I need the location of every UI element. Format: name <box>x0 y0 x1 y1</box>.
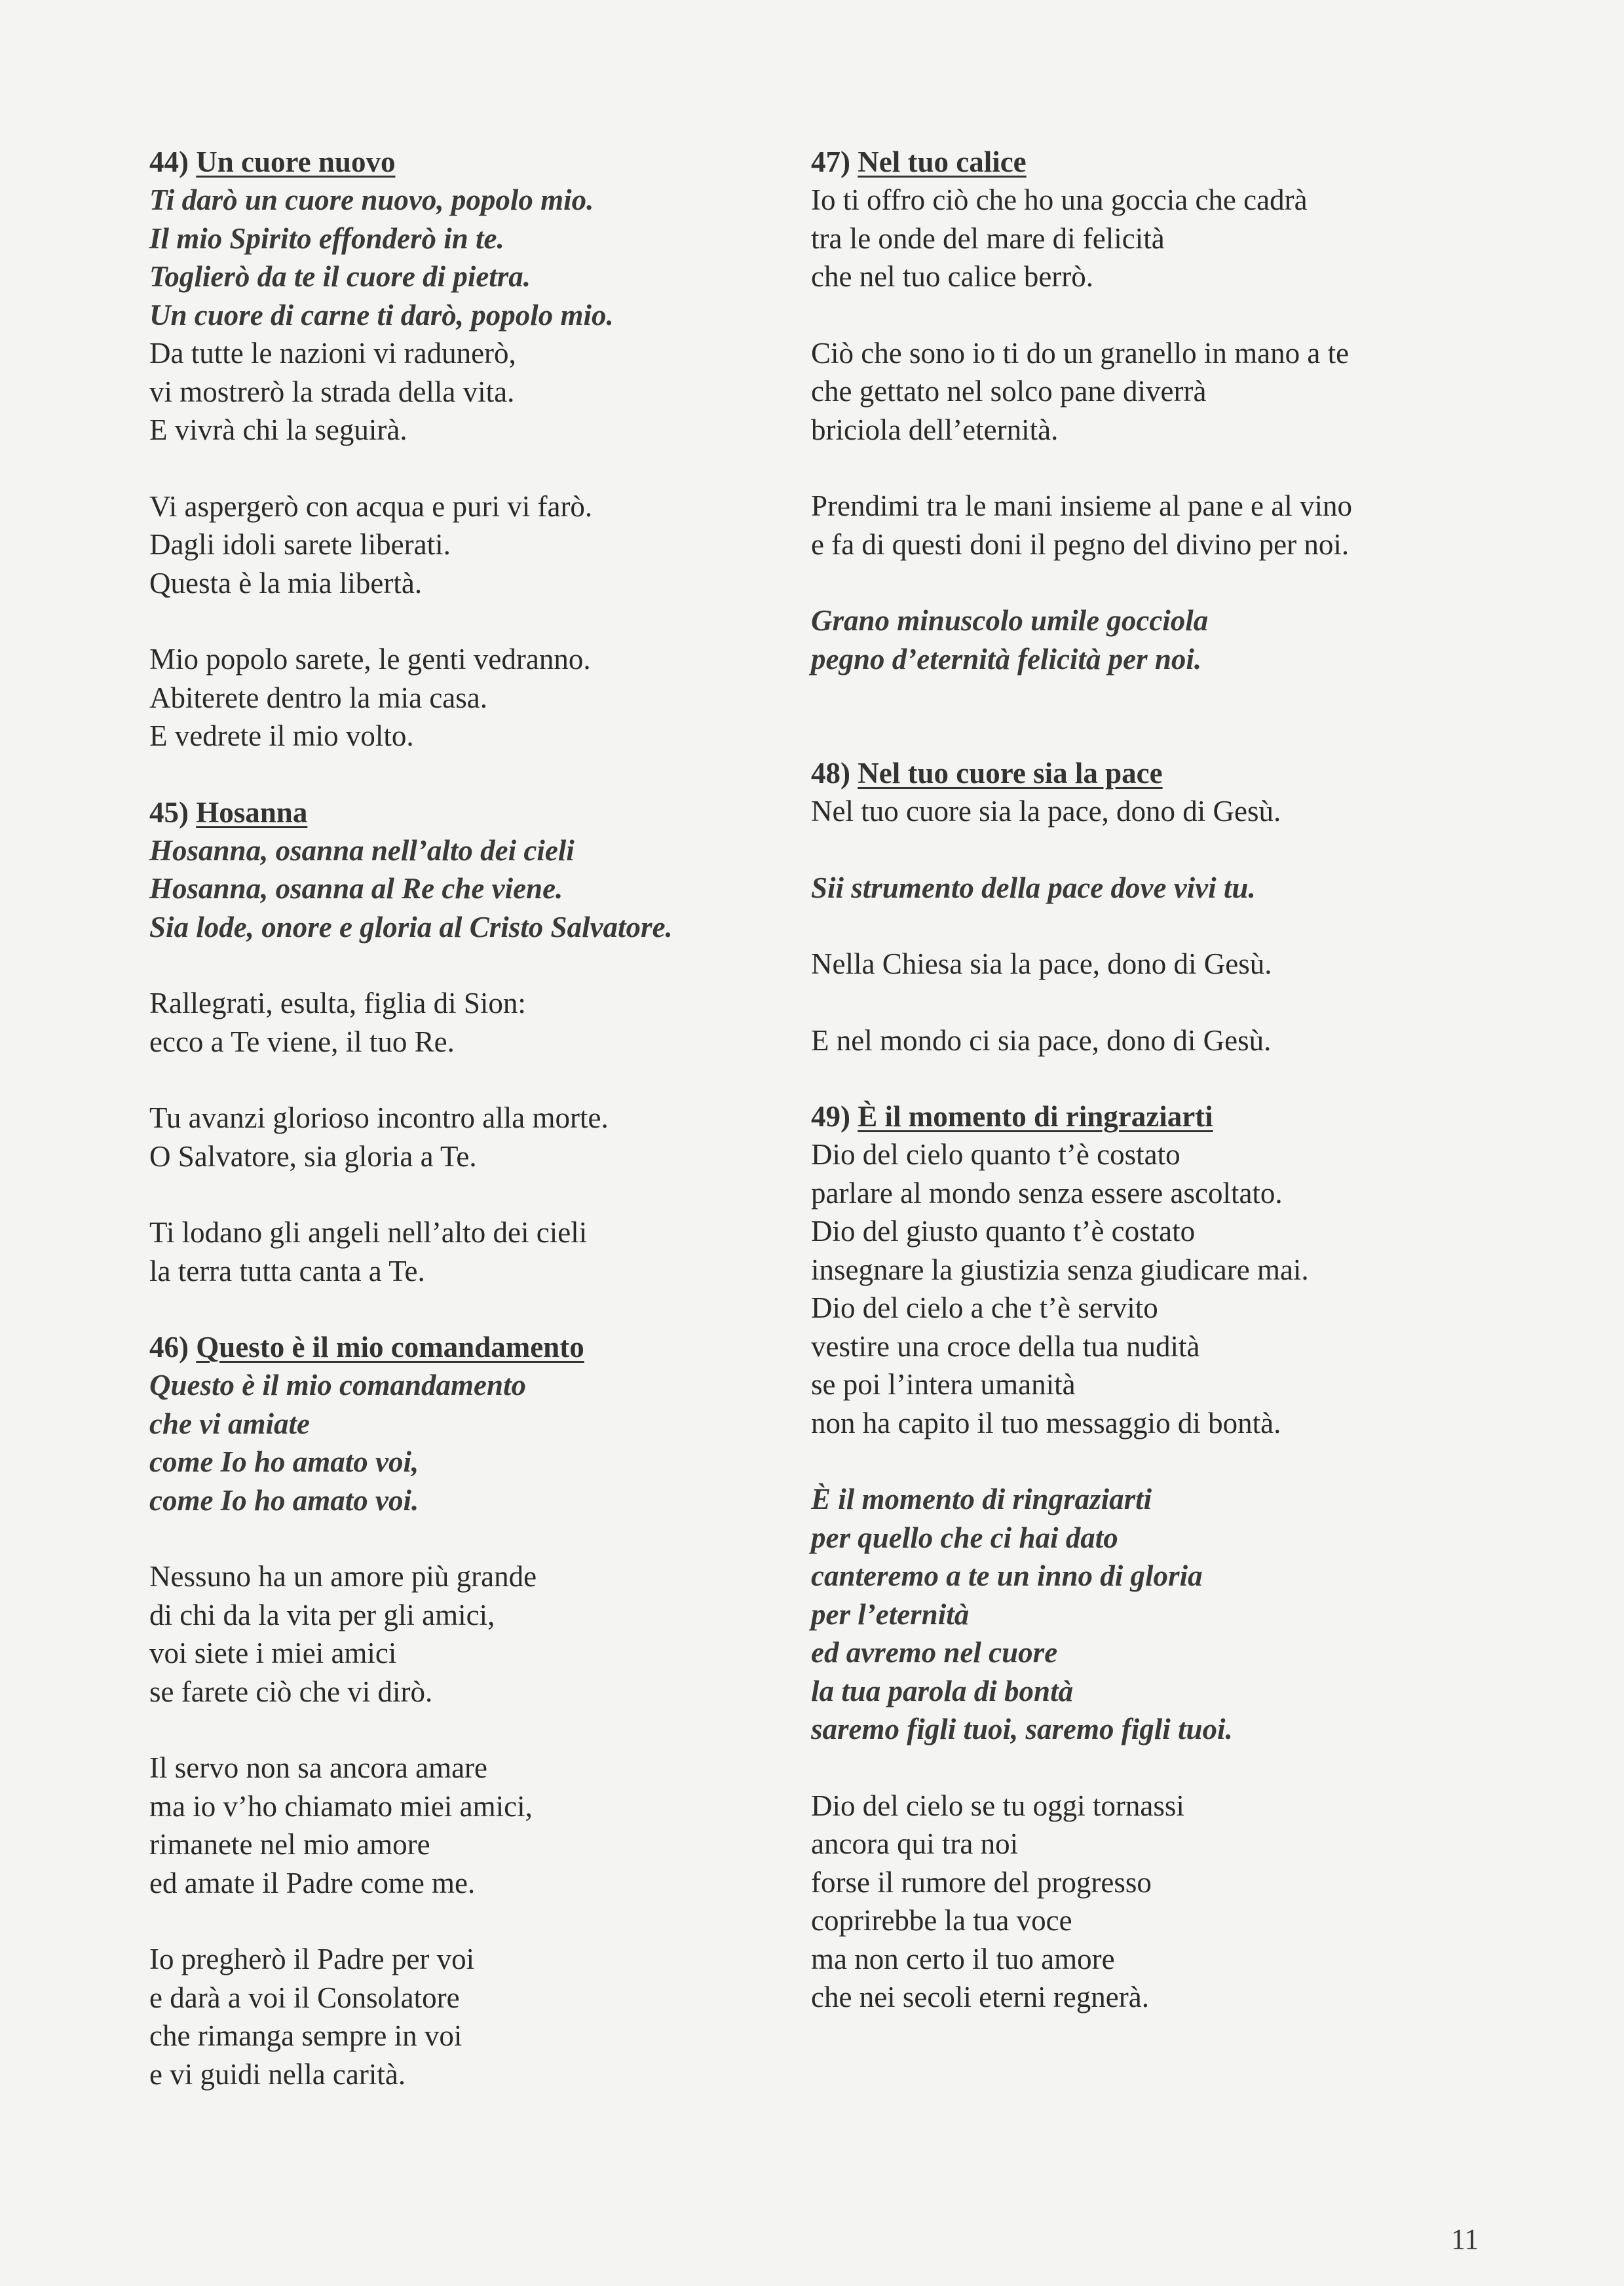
lyric-line: se farete ciò che vi dirò. <box>149 1675 433 1708</box>
song-name: Nel tuo cuore sia la pace <box>858 757 1163 790</box>
lyric-line: di chi da la vita per gli amici, <box>149 1598 495 1631</box>
lyric-line: Grano minuscolo umile gocciola <box>811 604 1209 637</box>
lyric-line: ma io v’ho chiamato miei amici, <box>149 1789 533 1823</box>
lyric-line: rimanete nel mio amore <box>149 1828 430 1861</box>
verse <box>149 640 804 755</box>
lyric-line: voi siete i miei amici <box>149 1637 397 1669</box>
lyric-line: che nei secoli eterni regnerà. <box>811 1981 1149 2013</box>
lyric-line: Dio del cielo se tu oggi tornassi <box>811 1789 1184 1822</box>
refrain <box>811 1480 1466 1749</box>
verse <box>149 487 804 603</box>
lyric-line: che rimanga sempre in voi <box>149 2019 463 2052</box>
lyric-line: Prendimi tra le mani insieme al pane e al vino <box>811 489 1352 522</box>
song-number: 47) <box>811 145 850 178</box>
lyric-line: se poi l’intera umanità <box>811 1368 1076 1401</box>
lyric-line: Nella Chiesa sia la pace, dono di Gesù. <box>811 947 1272 980</box>
lyric-line: Questa è la mia libertà. <box>149 566 423 600</box>
lyric-line: Mio popolo sarete, le genti vedranno. <box>149 643 591 676</box>
lyric-line: Ti lodano gli angeli nell’alto dei cieli <box>149 1216 588 1249</box>
song-name: Hosanna <box>196 795 308 829</box>
page-number: 11 <box>1451 2223 1479 2255</box>
lyric-line: e darà a voi il Consolatore <box>149 1981 460 2014</box>
lyric-line: Io ti offro ciò che ho una goccia che cadrà <box>811 183 1308 216</box>
right-column <box>811 143 1466 2055</box>
verse <box>811 1135 1466 1442</box>
song <box>149 1328 804 2093</box>
song-name: È il momento di ringraziarti <box>858 1100 1213 1133</box>
lyric-line: Un cuore di carne ti darò, popolo mio. <box>149 298 614 332</box>
left-column <box>149 143 804 2131</box>
lyric-line: che gettato nel solco pane diverrà <box>811 375 1207 408</box>
song-name: Un cuore nuovo <box>196 145 396 178</box>
song <box>811 754 1466 1059</box>
lyric-line: per l’eternità <box>811 1597 970 1631</box>
lyric-line: parlare al mondo senza essere ascoltato. <box>811 1176 1283 1210</box>
lyric-line: e vi guidi nella carità. <box>149 2057 406 2091</box>
refrain <box>149 831 804 947</box>
lyric-line: che vi amiate <box>149 1407 310 1440</box>
verse <box>811 334 1466 449</box>
lyric-line: ed amate il Padre come me. <box>149 1866 476 1899</box>
lyric-line: come Io ho amato voi, <box>149 1445 419 1478</box>
refrain <box>811 869 1466 907</box>
lyric-line: forse il rumore del progresso <box>811 1865 1152 1899</box>
lyric-line: Dio del cielo a che t’è servito <box>811 1291 1158 1324</box>
song-number: 49) <box>811 1100 850 1133</box>
verse <box>149 1213 804 1290</box>
song <box>811 1097 1466 2017</box>
lyric-line: coprirebbe la tua voce <box>811 1904 1072 1937</box>
song-title <box>811 1097 1466 1135</box>
song-title <box>811 143 1466 181</box>
lyric-line: come Io ho amato voi. <box>149 1483 419 1517</box>
lyric-line: Dio del cielo quanto t’è costato <box>811 1138 1180 1171</box>
lyric-line: canteremo a te un inno di gloria <box>811 1559 1203 1592</box>
lyric-line: E nel mondo ci sia pace, dono di Gesù. <box>811 1023 1272 1057</box>
verse <box>811 1787 1466 2017</box>
song-title <box>149 1328 804 1366</box>
verse <box>149 334 804 449</box>
verse <box>811 945 1466 983</box>
verse <box>149 1099 804 1175</box>
lyric-line: insegnare la giustizia senza giudicare mai. <box>811 1253 1309 1286</box>
lyric-line: Vi aspergerò con acqua e puri vi farò. <box>149 489 593 523</box>
lyric-line: Nel tuo cuore sia la pace, dono di Gesù. <box>811 795 1281 828</box>
verse <box>811 181 1466 296</box>
verse <box>149 1940 804 2093</box>
song-number: 45) <box>149 795 189 829</box>
lyric-line: Il servo non sa ancora amare <box>149 1751 488 1784</box>
refrain <box>149 181 804 334</box>
refrain <box>811 601 1466 678</box>
lyric-line: Questo è il mio comandamento <box>149 1369 527 1401</box>
verse <box>149 1557 804 1711</box>
verse <box>811 487 1466 563</box>
lyric-line: tra le onde del mare di felicità <box>811 221 1165 255</box>
lyric-line: briciola dell’eternità. <box>811 413 1059 446</box>
lyric-line: ecco a Te viene, il tuo Re. <box>149 1025 455 1058</box>
verse <box>149 984 804 1061</box>
lyric-line: saremo figli tuoi, saremo figli tuoi. <box>811 1713 1233 1745</box>
song-number: 48) <box>811 757 850 790</box>
lyric-line: Sia lode, onore e gloria al Cristo Salvatore. <box>149 910 673 943</box>
lyric-line: Rallegrati, esulta, figlia di Sion: <box>149 987 526 1019</box>
lyric-line: la terra tutta canta a Te. <box>149 1254 425 1287</box>
lyric-line: ed avremo nel cuore <box>811 1636 1058 1669</box>
verse <box>149 1749 804 1902</box>
lyric-line: E vivrà chi la seguirà. <box>149 413 407 446</box>
lyric-line: Abiterete dentro la mia casa. <box>149 681 488 714</box>
lyric-line: per quello che ci hai dato <box>811 1521 1118 1554</box>
song-name: Nel tuo calice <box>858 145 1027 178</box>
song-number: 46) <box>149 1331 189 1363</box>
lyric-line: E vedrete il mio volto. <box>149 719 414 752</box>
lyric-line: che nel tuo calice berrò. <box>811 260 1094 293</box>
verse <box>811 792 1466 831</box>
lyric-line: Nessuno ha un amore più grande <box>149 1560 537 1593</box>
verse <box>811 1021 1466 1060</box>
lyric-line: Da tutte le nazioni vi radunerò, <box>149 337 516 370</box>
lyric-line: la tua parola di bontà <box>811 1674 1074 1707</box>
lyric-line: Hosanna, osanna nell’alto dei cieli <box>149 833 575 867</box>
lyric-line: vestire una croce della tua nudità <box>811 1329 1200 1363</box>
lyric-line: non ha capito il tuo messaggio di bontà. <box>811 1406 1281 1439</box>
lyric-line: Ti darò un cuore nuovo, popolo mio. <box>149 183 594 216</box>
song-title <box>811 754 1466 792</box>
lyric-line: e fa di questi doni il pegno del divino per noi. <box>811 527 1350 561</box>
lyric-line: Toglierò da te il cuore di pietra. <box>149 260 531 293</box>
lyric-line: O Salvatore, sia gloria a Te. <box>149 1139 477 1173</box>
lyric-line: Tu avanzi glorioso incontro alla morte. <box>149 1101 609 1134</box>
lyric-line: Il mio Spirito effonderò in te. <box>149 221 504 255</box>
refrain <box>149 1366 804 1519</box>
lyric-line: Dagli idoli sarete liberati. <box>149 528 451 561</box>
song-number: 44) <box>149 145 189 178</box>
lyric-line: Dio del giusto quanto t’è costato <box>811 1215 1196 1248</box>
song-title <box>149 793 804 831</box>
lyric-line: Ciò che sono io ti do un granello in mano a te <box>811 336 1350 370</box>
lyric-line: Io pregherò il Padre per voi <box>149 1943 475 1975</box>
lyric-line: Sii strumento della pace dove vivi tu. <box>811 871 1256 904</box>
lyric-line: ancora qui tra noi <box>811 1827 1019 1860</box>
lyric-line: ma non certo il tuo amore <box>811 1942 1115 1975</box>
song <box>149 793 804 1291</box>
lyric-line: Hosanna, osanna al Re che viene. <box>149 872 563 905</box>
song <box>149 143 804 755</box>
lyric-line: pegno d’eternità felicità per noi. <box>811 642 1202 676</box>
lyric-line: È il momento di ringraziarti <box>811 1483 1152 1515</box>
song-name: Questo è il mio comandamento <box>196 1331 584 1363</box>
song <box>811 143 1466 678</box>
song-title <box>149 143 804 181</box>
lyric-line: vi mostrerò la strada della vita. <box>149 375 515 408</box>
